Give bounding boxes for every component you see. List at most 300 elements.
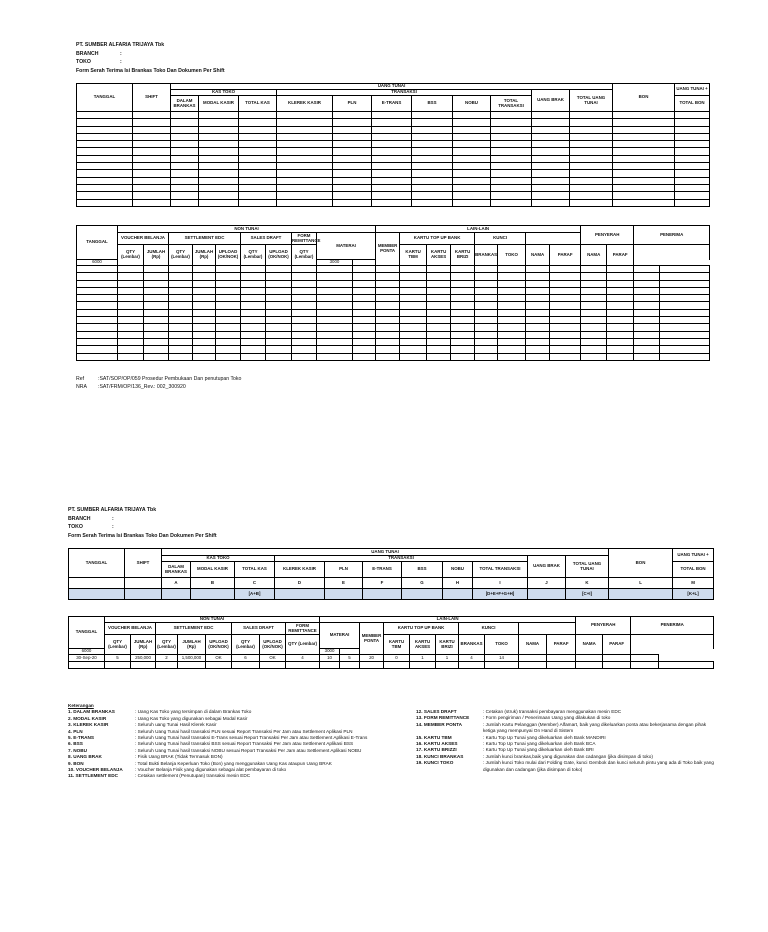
table-cell[interactable]: [317, 309, 353, 316]
example-cell[interactable]: [603, 655, 631, 662]
table-cell[interactable]: [453, 119, 491, 126]
table-cell[interactable]: [427, 266, 451, 273]
table-cell[interactable]: [570, 148, 613, 155]
example-cell[interactable]: 20: [360, 655, 384, 662]
table-cell[interactable]: [634, 309, 660, 316]
table-cell[interactable]: [412, 112, 453, 119]
table-cell[interactable]: [118, 302, 144, 309]
table-cell[interactable]: [675, 148, 710, 155]
table-cell[interactable]: [277, 177, 333, 184]
table-cell[interactable]: [427, 353, 451, 360]
table-cell[interactable]: [576, 662, 603, 669]
table-cell[interactable]: [292, 331, 317, 338]
table-cell[interactable]: [77, 295, 118, 302]
table-cell[interactable]: [607, 266, 634, 273]
table-cell[interactable]: [532, 184, 570, 191]
table-cell[interactable]: [550, 302, 581, 309]
table-cell[interactable]: [77, 309, 118, 316]
table-cell[interactable]: [133, 126, 171, 133]
table-cell[interactable]: [475, 331, 498, 338]
table-cell[interactable]: [675, 112, 710, 119]
table-cell[interactable]: [526, 317, 550, 324]
table-cell[interactable]: [239, 177, 277, 184]
table-cell[interactable]: [77, 119, 133, 126]
table-cell[interactable]: [491, 177, 532, 184]
table-cell[interactable]: [317, 353, 353, 360]
table-cell[interactable]: [241, 295, 266, 302]
table-cell[interactable]: [675, 119, 710, 126]
table-cell[interactable]: [372, 148, 412, 155]
table-cell[interactable]: [412, 133, 453, 140]
table-cell[interactable]: [660, 302, 710, 309]
table-cell[interactable]: [144, 324, 169, 331]
table-cell[interactable]: [144, 287, 169, 294]
table-cell[interactable]: [216, 295, 241, 302]
table-cell[interactable]: [532, 148, 570, 155]
table-cell[interactable]: [118, 346, 144, 353]
table-cell[interactable]: [77, 177, 133, 184]
table-cell[interactable]: [498, 266, 526, 273]
example-cell[interactable]: 0: [384, 655, 410, 662]
table-cell[interactable]: [317, 346, 353, 353]
table-cell[interactable]: [427, 324, 451, 331]
table-cell[interactable]: [317, 295, 353, 302]
table-cell[interactable]: [634, 331, 660, 338]
table-cell[interactable]: [333, 119, 372, 126]
table-cell[interactable]: [241, 324, 266, 331]
table-cell[interactable]: [118, 309, 144, 316]
table-cell[interactable]: [317, 338, 353, 345]
table-cell[interactable]: [133, 119, 171, 126]
table-cell[interactable]: [613, 155, 675, 162]
table-cell[interactable]: [77, 170, 133, 177]
table-cell[interactable]: [372, 177, 412, 184]
table-cell[interactable]: [193, 295, 216, 302]
table-cell[interactable]: [171, 199, 199, 206]
table-cell[interactable]: [547, 662, 576, 669]
table-cell[interactable]: [660, 338, 710, 345]
table-cell[interactable]: [675, 184, 710, 191]
table-cell[interactable]: [216, 309, 241, 316]
table-cell[interactable]: [216, 287, 241, 294]
table-cell[interactable]: [353, 346, 376, 353]
table-cell[interactable]: [216, 273, 241, 280]
table-cell[interactable]: [239, 148, 277, 155]
table-cell[interactable]: [570, 133, 613, 140]
table-cell[interactable]: [77, 155, 133, 162]
table-cell[interactable]: [77, 280, 118, 287]
table-cell[interactable]: [199, 155, 239, 162]
table-cell[interactable]: [675, 163, 710, 170]
table-cell[interactable]: [634, 273, 660, 280]
example-cell[interactable]: 6: [232, 655, 260, 662]
table-cell[interactable]: [453, 155, 491, 162]
table-cell[interactable]: [491, 199, 532, 206]
table-cell[interactable]: [498, 280, 526, 287]
table-cell[interactable]: [675, 155, 710, 162]
table-cell[interactable]: [169, 287, 193, 294]
example-cell[interactable]: 14: [485, 655, 519, 662]
table-cell[interactable]: [77, 266, 118, 273]
example-cell[interactable]: 5: [340, 655, 360, 662]
table-cell[interactable]: [266, 302, 292, 309]
table-cell[interactable]: [675, 141, 710, 148]
table-cell[interactable]: [376, 324, 400, 331]
table-cell[interactable]: [178, 662, 206, 669]
table-cell[interactable]: [77, 163, 133, 170]
table-cell[interactable]: [292, 273, 317, 280]
table-cell[interactable]: [317, 266, 353, 273]
table-cell[interactable]: [372, 163, 412, 170]
table-cell[interactable]: [581, 353, 607, 360]
table-cell[interactable]: [491, 148, 532, 155]
table-cell[interactable]: [660, 331, 710, 338]
table-cell[interactable]: [660, 295, 710, 302]
table-cell[interactable]: [133, 184, 171, 191]
table-cell[interactable]: [118, 324, 144, 331]
table-cell[interactable]: [491, 163, 532, 170]
table-cell[interactable]: [199, 126, 239, 133]
table-cell[interactable]: [613, 112, 675, 119]
table-cell[interactable]: [216, 346, 241, 353]
table-cell[interactable]: [333, 177, 372, 184]
table-cell[interactable]: [241, 309, 266, 316]
table-cell[interactable]: [376, 346, 400, 353]
table-cell[interactable]: [241, 338, 266, 345]
table-cell[interactable]: [353, 266, 376, 273]
table-cell[interactable]: [613, 184, 675, 191]
table-cell[interactable]: [412, 177, 453, 184]
table-cell[interactable]: [241, 287, 266, 294]
table-cell[interactable]: [475, 317, 498, 324]
table-cell[interactable]: [372, 199, 412, 206]
table-cell[interactable]: [133, 148, 171, 155]
table-cell[interactable]: [277, 126, 333, 133]
table-cell[interactable]: [607, 309, 634, 316]
table-cell[interactable]: [581, 331, 607, 338]
table-cell[interactable]: [376, 353, 400, 360]
table-cell[interactable]: [199, 119, 239, 126]
table-cell[interactable]: [353, 317, 376, 324]
table-cell[interactable]: [581, 317, 607, 324]
table-cell[interactable]: [491, 184, 532, 191]
example-cell[interactable]: 10: [320, 655, 340, 662]
table-cell[interactable]: [317, 273, 353, 280]
table-cell[interactable]: [451, 331, 475, 338]
table-cell[interactable]: [550, 287, 581, 294]
table-cell[interactable]: [451, 309, 475, 316]
table-cell[interactable]: [491, 192, 532, 199]
table-cell[interactable]: [581, 338, 607, 345]
table-cell[interactable]: [353, 302, 376, 309]
table-cell[interactable]: [241, 266, 266, 273]
table-cell[interactable]: [317, 287, 353, 294]
table-cell[interactable]: [77, 141, 133, 148]
table-cell[interactable]: [239, 192, 277, 199]
table-cell[interactable]: [570, 112, 613, 119]
table-cell[interactable]: [171, 184, 199, 191]
table-cell[interactable]: [353, 338, 376, 345]
table-cell[interactable]: [634, 302, 660, 309]
table-cell[interactable]: [659, 662, 714, 669]
table-cell[interactable]: [526, 324, 550, 331]
table-cell[interactable]: [376, 302, 400, 309]
table-cell[interactable]: [239, 155, 277, 162]
table-cell[interactable]: [118, 295, 144, 302]
table-cell[interactable]: [451, 324, 475, 331]
table-cell[interactable]: [526, 280, 550, 287]
table-cell[interactable]: [277, 163, 333, 170]
table-cell[interactable]: [550, 280, 581, 287]
table-cell[interactable]: [317, 317, 353, 324]
table-cell[interactable]: [475, 287, 498, 294]
table-cell[interactable]: [144, 302, 169, 309]
table-cell[interactable]: [607, 273, 634, 280]
table-cell[interactable]: [498, 273, 526, 280]
table-cell[interactable]: [475, 295, 498, 302]
table-cell[interactable]: [475, 266, 498, 273]
table-cell[interactable]: [526, 353, 550, 360]
table-cell[interactable]: [475, 346, 498, 353]
table-cell[interactable]: [532, 199, 570, 206]
table-cell[interactable]: [286, 662, 320, 669]
table-cell[interactable]: [199, 184, 239, 191]
table-cell[interactable]: [216, 324, 241, 331]
table-cell[interactable]: [451, 338, 475, 345]
table-cell[interactable]: [260, 662, 286, 669]
table-cell[interactable]: [412, 184, 453, 191]
table-cell[interactable]: [77, 199, 133, 206]
table-cell[interactable]: [133, 170, 171, 177]
table-cell[interactable]: [607, 280, 634, 287]
table-cell[interactable]: [171, 177, 199, 184]
table-cell[interactable]: [412, 199, 453, 206]
example-cell[interactable]: 2: [156, 655, 178, 662]
table-cell[interactable]: [675, 199, 710, 206]
table-cell[interactable]: [532, 141, 570, 148]
table-cell[interactable]: [400, 324, 427, 331]
table-cell[interactable]: [581, 295, 607, 302]
table-cell[interactable]: [171, 141, 199, 148]
table-cell[interactable]: [171, 148, 199, 155]
table-cell[interactable]: [570, 199, 613, 206]
table-cell[interactable]: [459, 662, 485, 669]
table-cell[interactable]: [631, 662, 659, 669]
table-cell[interactable]: [193, 309, 216, 316]
table-cell[interactable]: [133, 112, 171, 119]
table-cell[interactable]: [144, 317, 169, 324]
table-cell[interactable]: [532, 119, 570, 126]
table-cell[interactable]: [613, 148, 675, 155]
table-cell[interactable]: [266, 295, 292, 302]
table-cell[interactable]: [216, 280, 241, 287]
table-cell[interactable]: [193, 331, 216, 338]
table-cell[interactable]: [317, 302, 353, 309]
table-cell[interactable]: [634, 266, 660, 273]
table-cell[interactable]: [144, 338, 169, 345]
table-cell[interactable]: [77, 317, 118, 324]
table-cell[interactable]: [660, 273, 710, 280]
table-cell[interactable]: [277, 184, 333, 191]
table-cell[interactable]: [193, 287, 216, 294]
table-cell[interactable]: [570, 184, 613, 191]
table-cell[interactable]: [169, 273, 193, 280]
table-cell[interactable]: [475, 324, 498, 331]
table-cell[interactable]: [144, 280, 169, 287]
table-cell[interactable]: [581, 346, 607, 353]
table-cell[interactable]: [570, 119, 613, 126]
table-cell[interactable]: [526, 346, 550, 353]
table-cell[interactable]: [570, 163, 613, 170]
table-cell[interactable]: [333, 133, 372, 140]
table-cell[interactable]: [333, 155, 372, 162]
table-cell[interactable]: [453, 170, 491, 177]
table-cell[interactable]: [427, 287, 451, 294]
table-cell[interactable]: [453, 141, 491, 148]
example-cell[interactable]: 250,000: [131, 655, 156, 662]
table-cell[interactable]: [498, 317, 526, 324]
table-cell[interactable]: [199, 133, 239, 140]
table-cell[interactable]: [77, 126, 133, 133]
table-cell[interactable]: [169, 331, 193, 338]
table-cell[interactable]: [372, 133, 412, 140]
table-cell[interactable]: [133, 155, 171, 162]
table-cell[interactable]: [199, 177, 239, 184]
table-cell[interactable]: [144, 331, 169, 338]
table-cell[interactable]: [660, 280, 710, 287]
table-cell[interactable]: [451, 295, 475, 302]
table-cell[interactable]: [491, 119, 532, 126]
table-cell[interactable]: [317, 331, 353, 338]
table-cell[interactable]: [376, 280, 400, 287]
table-cell[interactable]: [526, 287, 550, 294]
table-cell[interactable]: [133, 199, 171, 206]
table-cell[interactable]: [581, 266, 607, 273]
table-cell[interactable]: [372, 192, 412, 199]
table-cell[interactable]: [353, 324, 376, 331]
table-cell[interactable]: [634, 324, 660, 331]
table-cell[interactable]: [550, 266, 581, 273]
example-cell[interactable]: [576, 655, 603, 662]
table-cell[interactable]: [241, 280, 266, 287]
table-cell[interactable]: [144, 353, 169, 360]
example-cell[interactable]: [631, 655, 659, 662]
table-cell[interactable]: [532, 155, 570, 162]
table-cell[interactable]: [266, 331, 292, 338]
table-cell[interactable]: [199, 112, 239, 119]
table-cell[interactable]: [376, 309, 400, 316]
table-cell[interactable]: [277, 119, 333, 126]
example-cell[interactable]: OK: [206, 655, 232, 662]
table-cell[interactable]: [526, 338, 550, 345]
table-cell[interactable]: [526, 309, 550, 316]
table-cell[interactable]: [77, 148, 133, 155]
table-cell[interactable]: [427, 273, 451, 280]
table-cell[interactable]: [376, 287, 400, 294]
table-cell[interactable]: [453, 112, 491, 119]
table-cell[interactable]: [241, 346, 266, 353]
table-cell[interactable]: [634, 295, 660, 302]
table-cell[interactable]: [266, 353, 292, 360]
example-cell[interactable]: 1: [436, 655, 459, 662]
table-cell[interactable]: [171, 155, 199, 162]
table-cell[interactable]: [410, 662, 436, 669]
table-cell[interactable]: [400, 273, 427, 280]
table-cell[interactable]: [144, 295, 169, 302]
table-cell[interactable]: [232, 662, 260, 669]
table-cell[interactable]: [216, 302, 241, 309]
table-cell[interactable]: [292, 324, 317, 331]
table-cell[interactable]: [451, 287, 475, 294]
table-cell[interactable]: [77, 353, 118, 360]
table-cell[interactable]: [266, 266, 292, 273]
table-cell[interactable]: [613, 192, 675, 199]
table-cell[interactable]: [193, 338, 216, 345]
table-cell[interactable]: [550, 353, 581, 360]
table-cell[interactable]: [77, 338, 118, 345]
table-cell[interactable]: [169, 324, 193, 331]
table-cell[interactable]: [77, 287, 118, 294]
table-cell[interactable]: [277, 141, 333, 148]
table-cell[interactable]: [193, 317, 216, 324]
table-cell[interactable]: [400, 331, 427, 338]
table-cell[interactable]: [526, 273, 550, 280]
table-cell[interactable]: [193, 280, 216, 287]
table-cell[interactable]: [317, 280, 353, 287]
table-cell[interactable]: [156, 662, 178, 669]
table-cell[interactable]: [77, 133, 133, 140]
table-cell[interactable]: [491, 112, 532, 119]
table-cell[interactable]: [169, 346, 193, 353]
table-cell[interactable]: [498, 295, 526, 302]
table-cell[interactable]: [607, 346, 634, 353]
table-cell[interactable]: [675, 192, 710, 199]
example-cell[interactable]: [547, 655, 576, 662]
table-cell[interactable]: [634, 287, 660, 294]
table-cell[interactable]: [292, 302, 317, 309]
table-cell[interactable]: [239, 199, 277, 206]
table-cell[interactable]: [216, 353, 241, 360]
table-cell[interactable]: [550, 317, 581, 324]
table-cell[interactable]: [169, 353, 193, 360]
table-cell[interactable]: [131, 662, 156, 669]
table-cell[interactable]: [475, 280, 498, 287]
table-cell[interactable]: [550, 338, 581, 345]
table-cell[interactable]: [660, 287, 710, 294]
table-cell[interactable]: [660, 346, 710, 353]
table-cell[interactable]: [475, 302, 498, 309]
table-cell[interactable]: [376, 338, 400, 345]
table-cell[interactable]: [660, 266, 710, 273]
table-cell[interactable]: [532, 112, 570, 119]
table-cell[interactable]: [118, 273, 144, 280]
table-cell[interactable]: [266, 338, 292, 345]
table-cell[interactable]: [239, 119, 277, 126]
table-cell[interactable]: [427, 317, 451, 324]
table-cell[interactable]: [451, 266, 475, 273]
table-cell[interactable]: [550, 273, 581, 280]
table-cell[interactable]: [613, 170, 675, 177]
table-cell[interactable]: [277, 112, 333, 119]
table-cell[interactable]: [241, 353, 266, 360]
table-cell[interactable]: [360, 662, 384, 669]
table-cell[interactable]: [607, 353, 634, 360]
table-cell[interactable]: [266, 324, 292, 331]
table-cell[interactable]: [660, 317, 710, 324]
table-cell[interactable]: [199, 170, 239, 177]
table-cell[interactable]: [607, 317, 634, 324]
table-cell[interactable]: [498, 331, 526, 338]
